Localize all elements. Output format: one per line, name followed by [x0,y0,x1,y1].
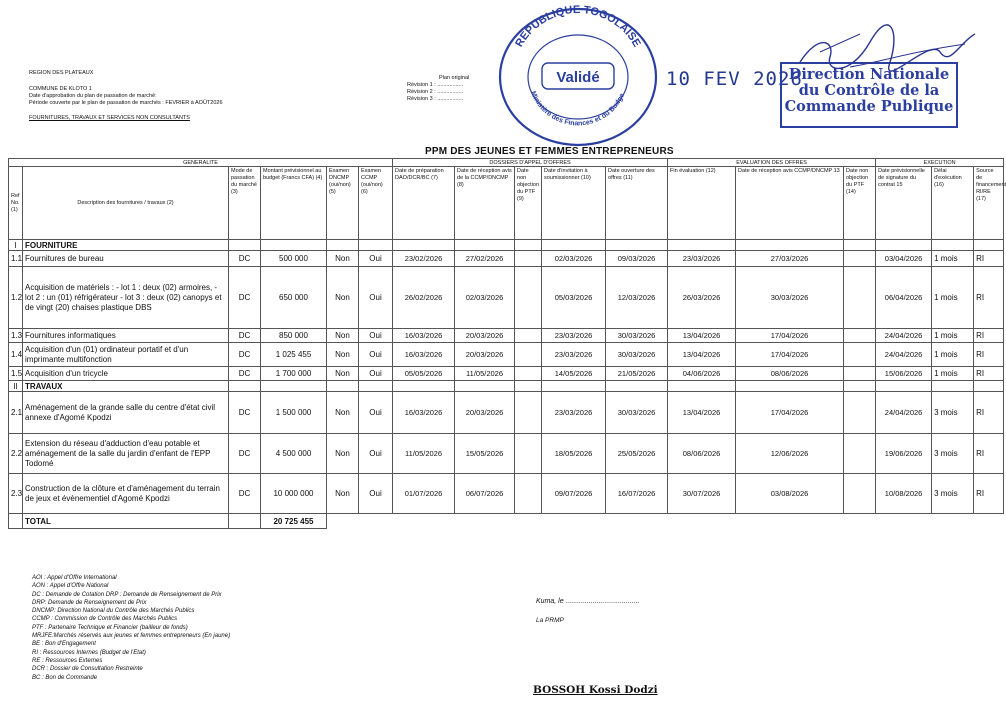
cell-src: RI [974,267,1004,329]
cell-desc: Fournitures informatiques [23,329,229,343]
prmp-label: La PRMP [536,617,564,624]
cell-d11: 09/03/2026 [606,251,668,267]
cell-ref: 2.1 [9,392,23,434]
cell-amount: 1 700 000 [261,367,327,381]
stamp-validated-text: Validé [556,69,600,86]
table-row [9,329,1004,343]
cell-d13: 08/06/2026 [736,367,844,381]
cell-dncmp: Non [327,267,359,329]
dncmp-stamp-text: Direction Nationale du Contrôle de la Commande Publique [784,66,954,115]
legend-line: DC : Demande de Cotation DRP : Demande de Renseignement de Prix [32,591,222,598]
cell-desc: Acquisition d'un tricycle [23,367,229,381]
validation-stamp [492,3,664,151]
cell-ccmp: Oui [359,343,393,367]
column-header-row [9,167,1004,240]
cell-ccmp: Oui [359,367,393,381]
cell-d11: 16/07/2026 [606,474,668,514]
section-row [9,381,1004,392]
period-line: Période couverte par le plan de passation de marchés : FEVRIER à AOÛT2026 [29,100,223,106]
table-row [9,434,1004,474]
legend-line: CCMP : Commission de Contrôle des Marchés Publics [32,616,178,623]
table-row [9,343,1004,367]
cell-d15: 06/04/2026 [876,267,932,329]
cell-ccmp: Oui [359,267,393,329]
cell-mode: DC [229,343,261,367]
cell-d10: 02/03/2026 [542,251,606,267]
col-header: Délai d'exécution (16) [932,167,974,240]
cell-d8: 02/03/2026 [455,267,515,329]
cell-dncmp: Non [327,329,359,343]
cell-d15: 19/06/2026 [876,434,932,474]
cell-mode: DC [229,251,261,267]
cell-ref: 1.3 [9,329,23,343]
cell-desc: Acquisition de matériels : - lot 1 : deux (02) armoires, - lot 2 : un (01) réfrigérateur - lot 3 : deux (02) canopys et de vingt (20) chaises plastique DBS [23,267,229,329]
legend-line: DRP: Demande de Renseignement de Prix [32,599,147,606]
cell-d11: 21/05/2026 [606,367,668,381]
legend-line: RI : Ressources Internes (Budget de l'Etat) [32,649,146,656]
cell-d7: 26/02/2026 [393,267,455,329]
cell-d12: 08/06/2026 [668,434,736,474]
cell-d8: 20/03/2026 [455,343,515,367]
col-header: Date non objection du PTF (14) [844,167,876,240]
cell-d11: 30/03/2026 [606,329,668,343]
revision-2-line: Révision 2 : ................. [407,89,464,95]
cell-d14 [844,343,876,367]
col-header: Date de préparation DAO/DCR/BC (7) [393,167,455,240]
cell-d10: 05/03/2026 [542,267,606,329]
cell-dncmp: Non [327,392,359,434]
cell-d8: 06/07/2026 [455,474,515,514]
cell-d7: 01/07/2026 [393,474,455,514]
cell-amount: 650 000 [261,267,327,329]
cell-d8: 20/03/2026 [455,329,515,343]
cell-dncmp: Non [327,474,359,514]
svg-text:Ministère des Finances et du B: Ministère des Finances et du Budge [529,90,627,128]
cell-amount: 4 500 000 [261,434,327,474]
cell-d8: 20/03/2026 [455,392,515,434]
section-title: TRAVAUX [23,381,229,392]
cell-d9 [515,474,542,514]
cell-mode: DC [229,367,261,381]
total-label: TOTAL [23,514,229,529]
cell-ref: 1.1 [9,251,23,267]
procurement-plan-table [8,158,1004,529]
stamp-ring-top-text: REPUBLIQUE TOGOLAISE [513,3,643,50]
cell-d9 [515,251,542,267]
cell-desc: Extension du réseau d'adduction d'eau potable et aménagement de la salle du jardin d'enfant de l'EPP Todomé [23,434,229,474]
cell-d12: 23/03/2026 [668,251,736,267]
group-dossiers: DOSSIERS D'APPEL D'OFFRES [393,159,668,167]
cell-delay: 3 mois [932,434,974,474]
cell-d11: 30/03/2026 [606,392,668,434]
cell-d15: 24/04/2026 [876,329,932,343]
cell-amount: 1 500 000 [261,392,327,434]
cell-src: RI [974,474,1004,514]
cell-delay: 1 mois [932,267,974,329]
col-header: Date de réception avis de la CCMP/DNCMP (8) [455,167,515,240]
cell-d14 [844,251,876,267]
cell-d9 [515,367,542,381]
cell-ccmp: Oui [359,434,393,474]
cell-dncmp: Non [327,367,359,381]
cell-d10: 23/03/2026 [542,343,606,367]
col-header: Examen CCMP (oui/non) (6) [359,167,393,240]
place-date-line: Kuma, le ...................................... [536,598,640,605]
col-header: Source de financement RI/RE (17) [974,167,1004,240]
document-header [29,70,289,122]
cell-amount: 850 000 [261,329,327,343]
document-title: PPM DES JEUNES ET FEMMES ENTREPRENEURS [425,146,674,157]
group-generalite: GENERALITE [9,159,393,167]
cell-d7: 23/02/2026 [393,251,455,267]
cell-d7: 16/03/2026 [393,329,455,343]
col-header: Montant prévisionnel au budget (Francs CFA) (4) [261,167,327,240]
cell-d14 [844,367,876,381]
cell-d10: 14/05/2026 [542,367,606,381]
cell-d9 [515,267,542,329]
handwritten-signature [790,22,980,92]
cell-dncmp: Non [327,434,359,474]
category-label: FOURNITURES, TRAVAUX ET SERVICES NON CONSULTANTS [29,115,190,121]
cell-src: RI [974,343,1004,367]
cell-ccmp: Oui [359,251,393,267]
cell-d11: 30/03/2026 [606,343,668,367]
cell-d8: 11/05/2026 [455,367,515,381]
cell-mode: DC [229,434,261,474]
cell-delay: 1 mois [932,367,974,381]
cell-dncmp: Non [327,251,359,267]
cell-d14 [844,267,876,329]
table-row [9,392,1004,434]
cell-ccmp: Oui [359,474,393,514]
cell-ref: 2.2 [9,434,23,474]
table-row [9,267,1004,329]
cell-src: RI [974,367,1004,381]
table-body [9,240,1004,514]
col-header: Fin évaluation (12) [668,167,736,240]
region-label: REGION DES PLATEAUX [29,70,94,76]
col-header: Date d'invitation à soumissionner (10) [542,167,606,240]
section-title: FOURNITURE [23,240,229,251]
revision-1-line: Révision 1 : ................. [407,82,464,88]
cell-d12: 13/04/2026 [668,329,736,343]
cell-d7: 05/05/2026 [393,367,455,381]
cell-d12: 04/06/2026 [668,367,736,381]
cell-d14 [844,434,876,474]
cell-ccmp: Oui [359,392,393,434]
cell-d7: 11/05/2026 [393,434,455,474]
cell-d10: 23/03/2026 [542,392,606,434]
cell-d13: 17/04/2026 [736,392,844,434]
cell-ccmp: Oui [359,329,393,343]
table-row [9,251,1004,267]
cell-d10: 18/05/2026 [542,434,606,474]
cell-d13: 17/04/2026 [736,329,844,343]
cell-d8: 27/02/2026 [455,251,515,267]
col-header: Date ouverture des offres (11) [606,167,668,240]
col-header: Examen DNCMP (oui/non) (5) [327,167,359,240]
cell-d10: 23/03/2026 [542,329,606,343]
legend-line: PTF : Partenaire Technique et Financier (bailleur de fonds) [32,624,188,631]
plan-original-label: Plan original [439,75,470,81]
cell-delay: 1 mois [932,329,974,343]
cell-d15: 24/04/2026 [876,392,932,434]
legend-line: AOI : Appel d'Offre International [32,575,117,581]
total-row [9,514,1004,529]
svg-text:REPUBLIQUE TOGOLAISE [513,4,642,49]
legend-line: BE : Bon d'Engagement [32,641,96,648]
date-stamp: 10 FEV 2026 [666,68,803,90]
cell-delay: 3 mois [932,474,974,514]
legend-line: MRJFE:Marchés réservés aux jeunes et femmes entrepreneurs (En jaune) [32,633,231,640]
cell-d9 [515,392,542,434]
cell-d15: 10/08/2026 [876,474,932,514]
cell-mode: DC [229,329,261,343]
abbreviation-legend [32,574,230,682]
cell-ref: 1.4 [9,343,23,367]
legend-line: RE : Ressources Externes [32,657,103,664]
legend-line: DCR : Dossier de Consultation Restreinte [32,666,143,673]
cell-amount: 500 000 [261,251,327,267]
total-amount: 20 725 455 [261,514,327,529]
col-header: Ref No. (1) [9,167,23,240]
cell-d15: 15/06/2026 [876,367,932,381]
cell-d15: 03/04/2026 [876,251,932,267]
col-header: Date non objection du PTF (9) [515,167,542,240]
cell-d12: 26/03/2026 [668,267,736,329]
cell-d11: 12/03/2026 [606,267,668,329]
section-row [9,240,1004,251]
table-row [9,367,1004,381]
cell-d11: 25/05/2026 [606,434,668,474]
cell-amount: 10 000 000 [261,474,327,514]
cell-mode: DC [229,267,261,329]
cell-d13: 03/08/2026 [736,474,844,514]
legend-line: DNCMP: Direction National du Contrôle des Marchés Publics [32,608,195,615]
cell-d13: 12/06/2026 [736,434,844,474]
cell-d9 [515,343,542,367]
col-header: Mode de passation du marché (3) [229,167,261,240]
cell-mode: DC [229,474,261,514]
cell-d7: 16/03/2026 [393,392,455,434]
section-number: II [9,381,23,392]
cell-src: RI [974,329,1004,343]
cell-d14 [844,474,876,514]
cell-delay: 1 mois [932,251,974,267]
cell-src: RI [974,392,1004,434]
cell-d9 [515,329,542,343]
cell-ref: 1.2 [9,267,23,329]
cell-d13: 27/03/2026 [736,251,844,267]
cell-d12: 30/07/2026 [668,474,736,514]
cell-desc: Acquisition d'un (01) ordinateur portatif et d'un imprimante multifonction [23,343,229,367]
cell-d13: 17/04/2026 [736,343,844,367]
col-header: Description des fournitures / travaux (2) [23,167,229,240]
cell-d15: 24/04/2026 [876,343,932,367]
cell-d12: 13/04/2026 [668,343,736,367]
commune-label: COMMUNE DE KLOTO 1 [29,86,92,92]
cell-d7: 16/03/2026 [393,343,455,367]
cell-ref: 2.3 [9,474,23,514]
cell-mode: DC [229,392,261,434]
group-evaluation: EVALUATION DES OFFRES [668,159,876,167]
approval-line: Date d'approbation du plan de passation de marché: [29,93,157,99]
cell-d12: 13/04/2026 [668,392,736,434]
legend-line: BC : Bon de Commande [32,674,98,681]
cell-desc: Construction de la clôture et d'aménagement du terrain de jeux et évènementiel d'Agomé Kpodzi [23,474,229,514]
cell-d13: 30/03/2026 [736,267,844,329]
group-execution: EXECUTION [876,159,1004,167]
cell-d8: 15/05/2026 [455,434,515,474]
column-group-row [9,159,1004,167]
cell-delay: 3 mois [932,392,974,434]
table-row [9,474,1004,514]
col-header: Date prévisionnelle de signature du contrat 15 [876,167,932,240]
section-number: I [9,240,23,251]
cell-delay: 1 mois [932,343,974,367]
cell-desc: Fournitures de bureau [23,251,229,267]
cell-src: RI [974,251,1004,267]
cell-ref: 1.5 [9,367,23,381]
cell-d9 [515,434,542,474]
cell-d14 [844,329,876,343]
signer-name: BOSSOH Kossi Dodzi [533,684,658,696]
cell-amount: 1 025 455 [261,343,327,367]
cell-src: RI [974,434,1004,474]
legend-line: AON : Appel d'Offre National [32,583,109,590]
col-header: Date de réception avis CCMP/DNCMP 13 [736,167,844,240]
cell-dncmp: Non [327,343,359,367]
cell-desc: Aménagement de la grande salle du centre d'état civil annexe d'Agomé Kpodzi [23,392,229,434]
cell-d14 [844,392,876,434]
cell-d10: 09/07/2026 [542,474,606,514]
revision-3-line: Révision 3 : ................. [407,96,464,102]
